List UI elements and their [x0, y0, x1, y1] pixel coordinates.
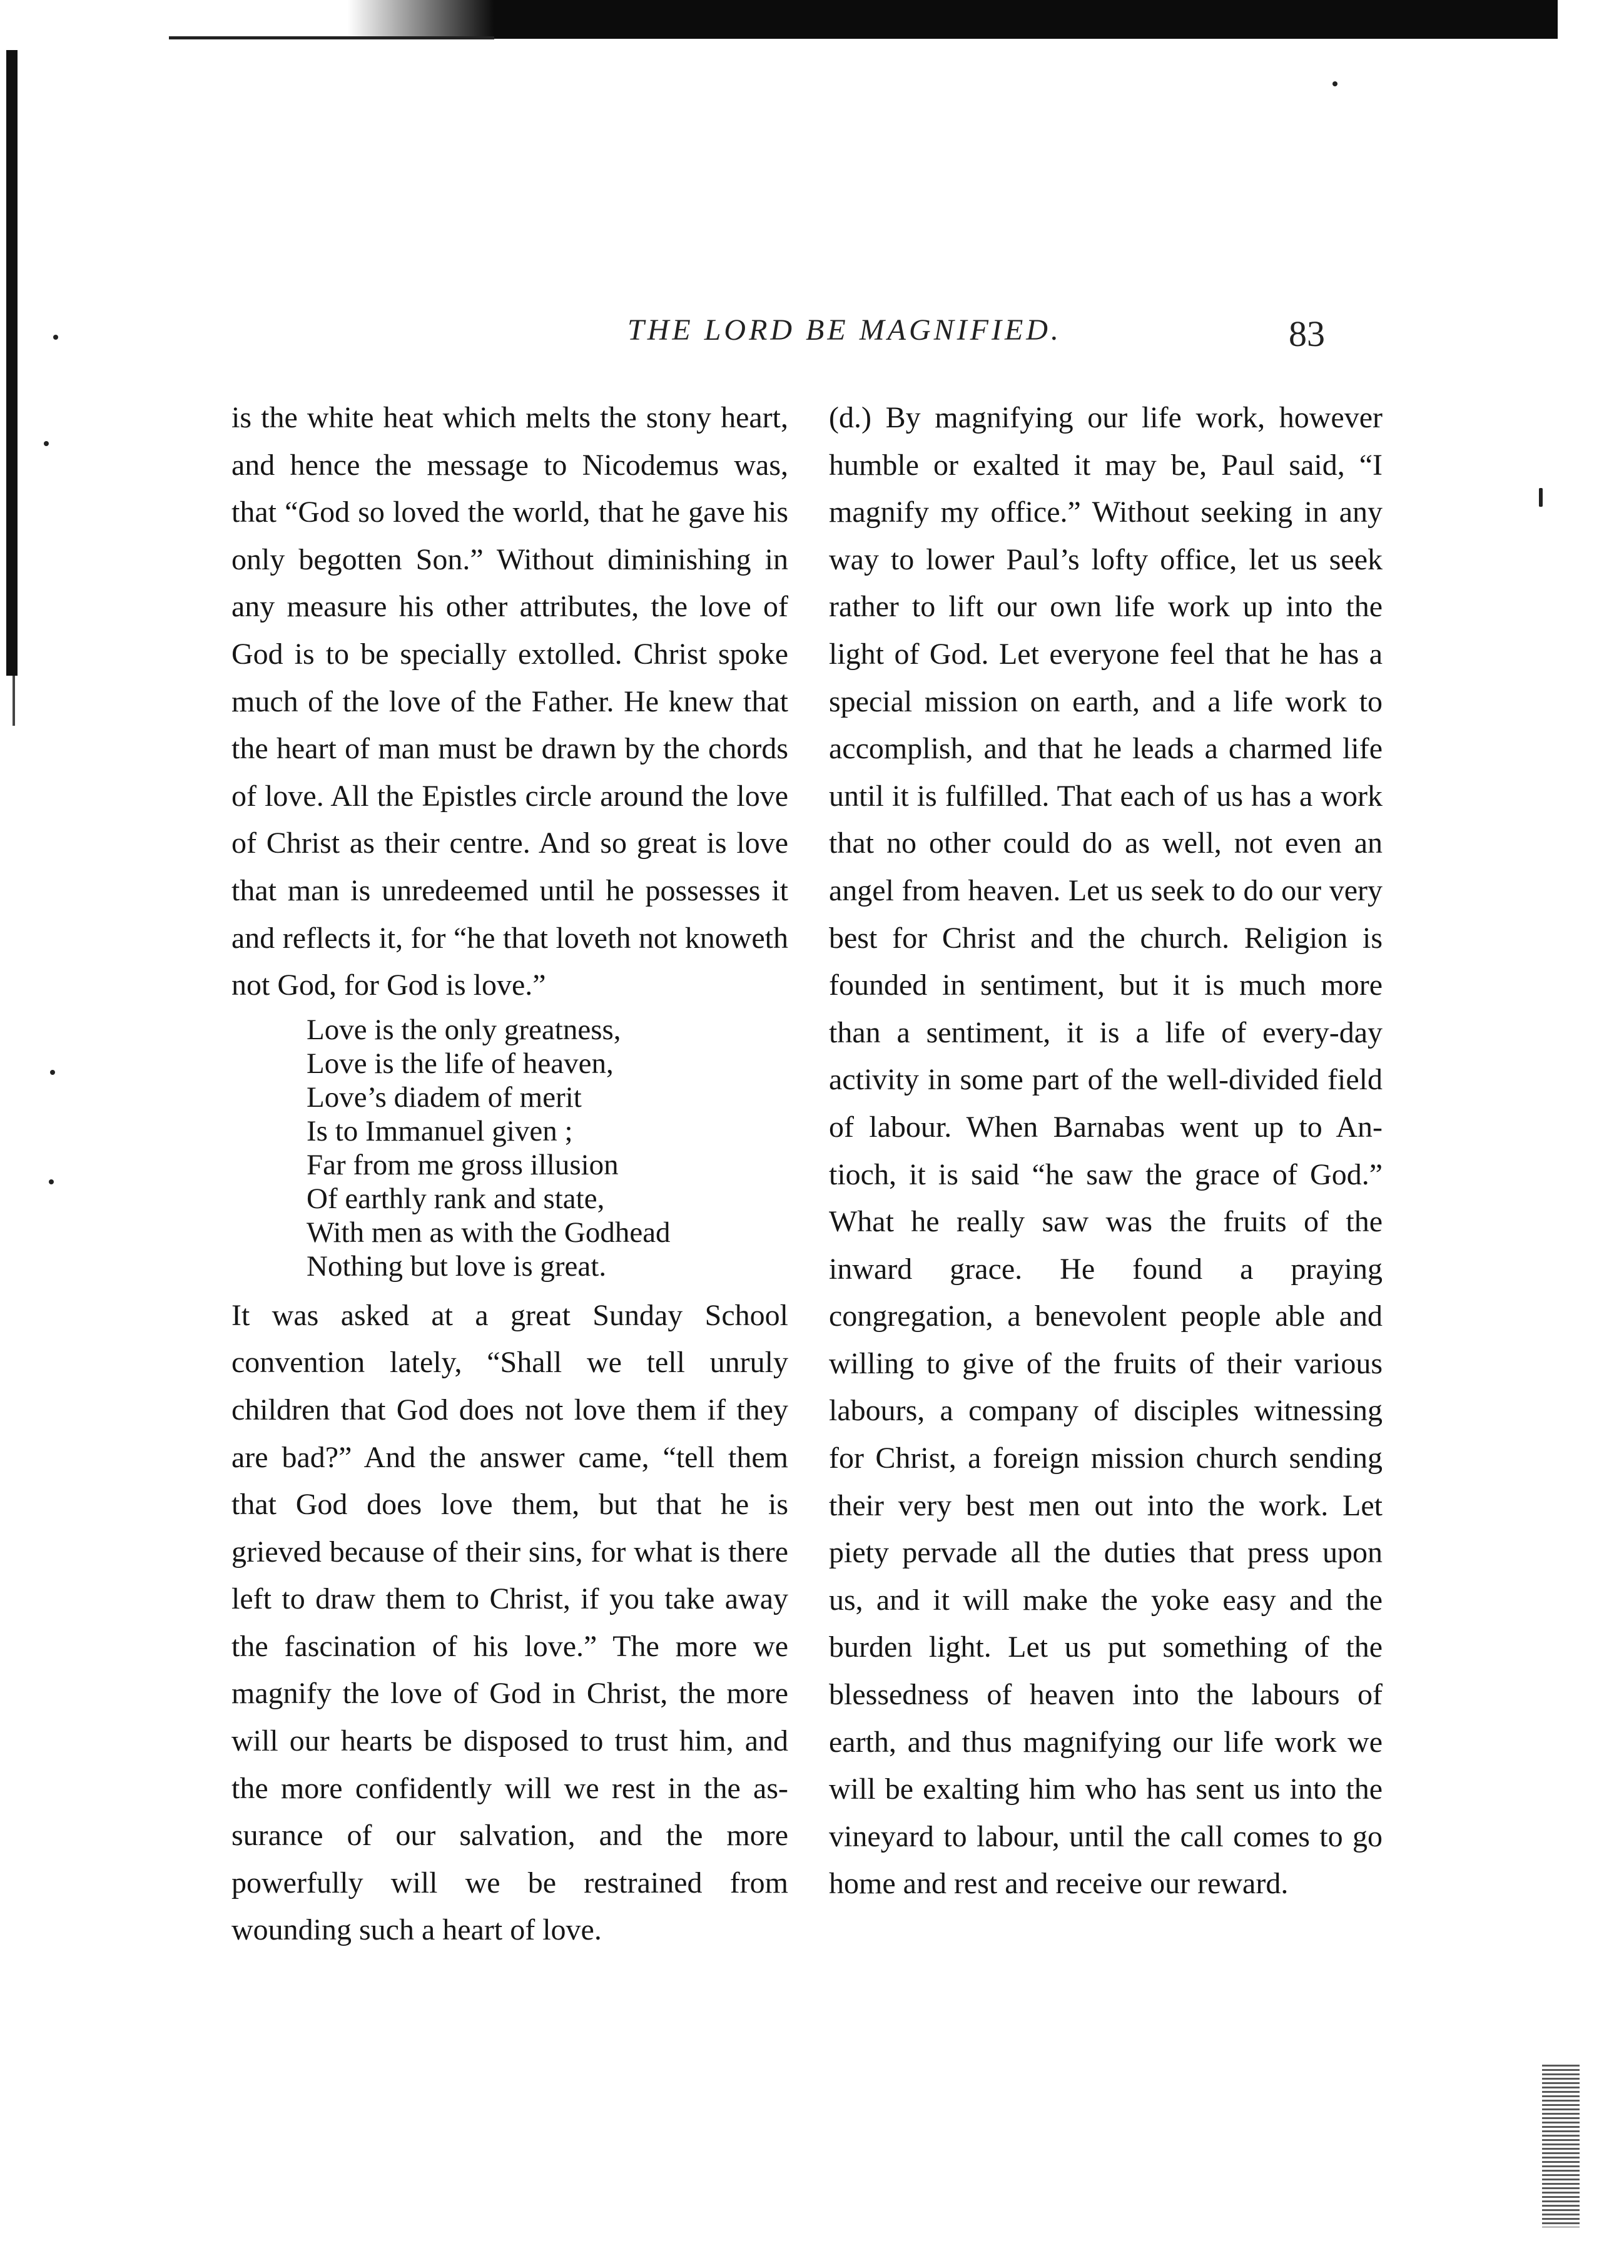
right-paragraph-1: (d.) By magnifying our life work, however humble or exalted it may be, Paul said, “I magnify my office.” Without seeking in any way to lower Paul’s lofty office, let us seek rather to lift our own life work up into the light of God. Let everyone feel that he has a special mission on earth, and a life work to accomplish, and that he leads a charmed life until it is fulfilled. That each of us has a work that no other could do as well, not even an angel from heaven. Let us seek to do our very best for Christ and the church. Religion is founded in sentiment, but it is much more than a sentiment, it is a life of every-day activity in some part of the well-divided field of labour. When Barnabas went up to Antioch, it is said “he saw the grace of God.” What he really saw was the fruits of the inward grace. He found a praying congregation, a benevolent people able and willing to give of the fruits of their various labours, a company of disciples witnessing for Christ, a foreign mission church sending their very best men out into the work. Let piety pervade all the duties that press upon us, and it will make the yoke easy and the burden light. Let us put something of the blessedness of heaven into the labours of earth, and thus magnifying our life work we will be exalting him who has sent us into the vineyard to labour, until the call comes to go home and rest and receive our reward. — [829, 401, 1383, 1901]
scan-speck — [44, 441, 49, 446]
scan-speck — [49, 1179, 54, 1184]
page-number: 83 — [1289, 313, 1325, 354]
poem-line: Is to Immanuel given ; — [307, 1114, 573, 1147]
left-paragraph-2: It was asked at a great Sunday School convention lately, “Shall we tell unruly children that God does not love them if they are bad?” And the answer came, “tell them that God does love them, but that he is grieved because of their sins, for what is there left to draw them to Christ, if you take away the fascination of his love.” The more we magnify the love of God in Christ, the more will our hearts be disposed to trust him, and the more confidently will we rest in the assurance of our salvation, and the more powerfully will we be restrained from wounding such a heart of love. — [231, 1298, 788, 1947]
scan-edge-noise — [1542, 2065, 1580, 2227]
scan-speck — [1332, 81, 1337, 86]
poem-line: Love is the life of heaven, — [307, 1047, 614, 1080]
left-column — [231, 394, 788, 1954]
poem-line: Nothing but love is great. — [307, 1249, 607, 1283]
poem-line: With men as with the Godhead — [307, 1216, 671, 1249]
scan-rule-top — [169, 36, 494, 39]
scan-speck — [50, 1070, 55, 1075]
poem-line: Love’s diadem of merit — [307, 1081, 582, 1114]
scan-speck — [53, 335, 58, 340]
running-title: THE LORD BE MAGNIFIED. — [627, 313, 1062, 347]
poem-line: Far from me gross illusion — [307, 1148, 619, 1181]
scan-speck — [1539, 488, 1543, 507]
scan-shadow-left-tail — [13, 676, 15, 726]
poem-line: Love is the only greatness, — [307, 1013, 621, 1046]
scan-shadow-fade — [169, 0, 494, 39]
left-paragraph-1: is the white heat which melts the stony heart, and hence the message to Nicodemus was, that “God so loved the world, that he gave his only begotten Son.” Without diminishing in any measure his other attributes, the love of God is to be specially extolled. Christ spoke much of the love of the Father. He knew that the heart of man must be drawn by the chords of love. All the Epistles circle around the love of Christ as their centre. And so great is love that man is unredeemed until he possesses it and reflects it, for “he that loveth not knoweth not God, for God is love.” — [231, 401, 788, 1002]
poem-line: Of earthly rank and state, — [307, 1182, 605, 1215]
poem — [307, 1013, 788, 1283]
right-column — [829, 394, 1383, 1908]
scan-shadow-left — [6, 50, 18, 676]
